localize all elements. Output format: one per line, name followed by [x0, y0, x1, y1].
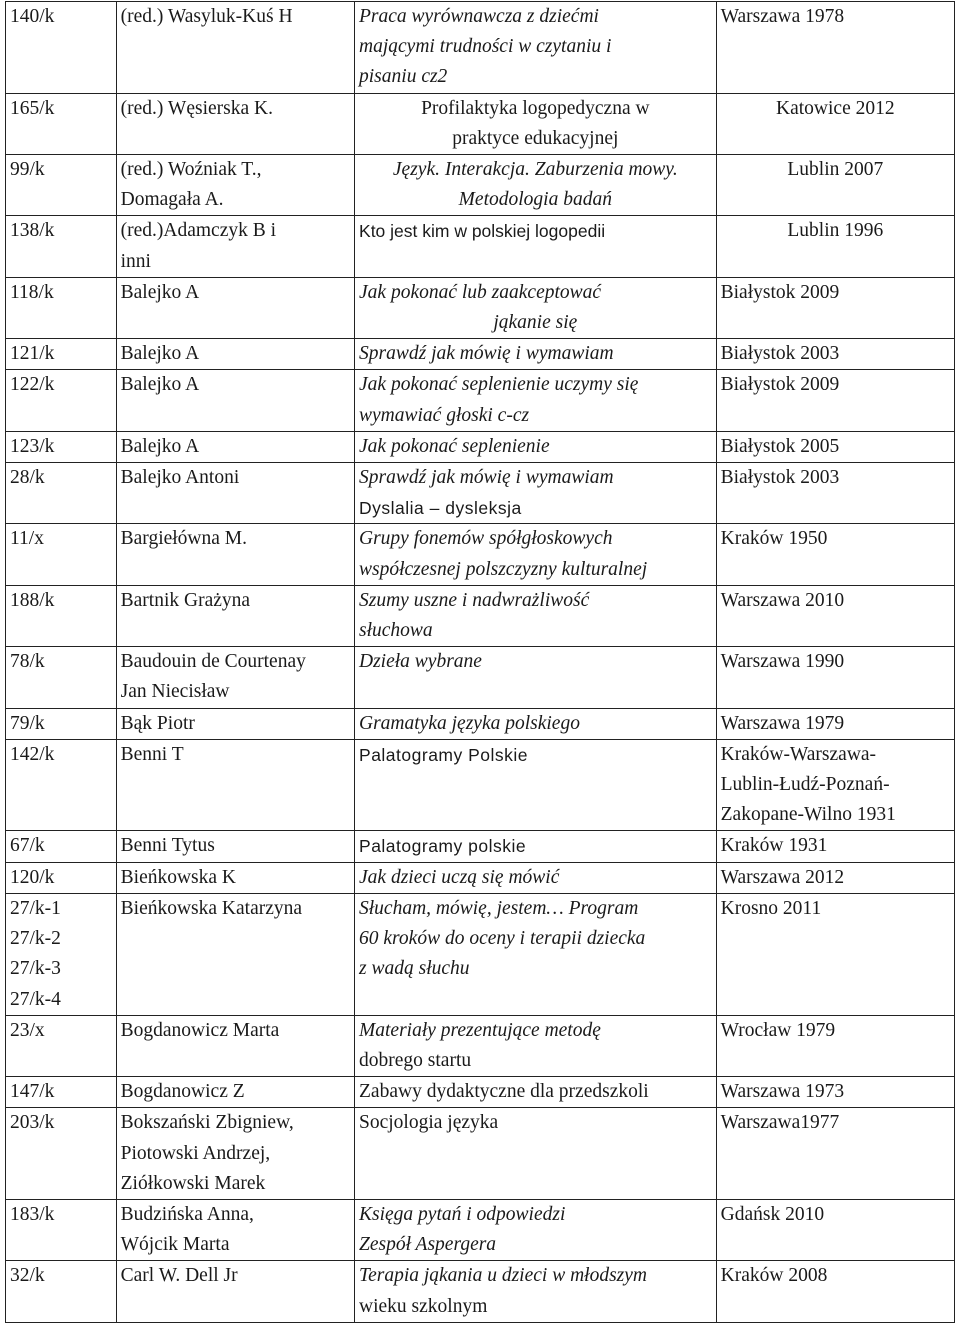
call-number-cell: [6, 647, 117, 708]
author-line: (red.)Adamczyk B i: [120, 220, 277, 242]
place-year-line: Warszawa 1979: [720, 712, 845, 734]
author-cell: [116, 708, 354, 739]
call-number-line: 140/k: [10, 6, 55, 27]
table-row: [6, 1015, 955, 1076]
author-cell: [116, 370, 354, 431]
place-year-line: Warszawa 1973: [720, 1081, 845, 1103]
author-cell: [116, 463, 354, 524]
author-line: Carl W. Dell Jr: [120, 1265, 238, 1287]
call-number-line: 32/k: [10, 1265, 45, 1287]
place-year-cell: [716, 431, 954, 462]
title-cell: [355, 370, 717, 431]
table-row: [6, 339, 955, 370]
place-year-line: Lublin 1996: [787, 220, 884, 242]
author-cell: [116, 524, 354, 585]
author-line: Bokszański Zbigniew,: [120, 1112, 294, 1134]
title-cell: [355, 1261, 717, 1322]
title-line: Zespół Aspergera: [359, 1234, 497, 1256]
catalog-table: [5, 1, 955, 1323]
title-line: wieku szkolnym: [359, 1295, 488, 1317]
place-year-cell: [716, 339, 954, 370]
place-year-line: Wrocław 1979: [720, 1019, 836, 1041]
title-line: Palatogramy Polskie: [359, 744, 529, 765]
call-number-line: 27/k-3: [10, 958, 61, 980]
call-number-cell: [6, 1108, 117, 1200]
call-number-cell: [6, 524, 117, 585]
author-line: (red.) Węsierska K.: [120, 97, 273, 119]
call-number-line: 28/k: [10, 467, 45, 489]
title-line: Profilaktyka logopedyczna w: [421, 97, 650, 119]
author-cell: [116, 739, 354, 831]
call-number-cell: [6, 862, 117, 893]
title-line: jąkanie się: [493, 312, 578, 334]
author-line: Balejko A: [120, 374, 200, 396]
author-cell: [116, 862, 354, 893]
call-number-cell: [6, 339, 117, 370]
call-number-line: 27/k-1: [10, 897, 61, 919]
title-line: Księga pytań i odpowiedzi: [359, 1203, 566, 1225]
place-year-cell: [716, 155, 954, 216]
title-line: współczesnej polszczyzny kulturalnej: [359, 558, 648, 580]
call-number-line: 118/k: [10, 281, 54, 303]
author-line: Benni Tytus: [120, 835, 215, 857]
title-line: z wadą słuchu: [359, 958, 470, 980]
call-number-cell: [6, 431, 117, 462]
call-number-cell: [6, 893, 117, 1015]
author-line: Baudouin de Courtenay: [120, 651, 306, 673]
place-year-line: Kraków 1950: [720, 528, 828, 550]
author-line: Bargiełówna M.: [120, 528, 248, 550]
call-number-line: 67/k: [10, 835, 45, 857]
call-number-cell: [6, 277, 117, 338]
call-number-line: 165/k: [10, 97, 55, 119]
table-row: [6, 862, 955, 893]
table-row: [6, 1261, 955, 1322]
title-cell: [355, 1108, 717, 1200]
title-line: Kto jest kim w polskiej logopedii: [359, 221, 606, 242]
author-line: Wójcik Marta: [120, 1234, 230, 1256]
table-row: [6, 1077, 955, 1108]
author-line: Balejko A: [120, 281, 200, 303]
author-cell: [116, 216, 354, 277]
title-line: Dyslalia – dysleksja: [359, 498, 522, 519]
table-row: [6, 1108, 955, 1200]
call-number-cell: [6, 2, 117, 94]
place-year-line: Gdańsk 2010: [720, 1203, 825, 1225]
place-year-cell: [716, 370, 954, 431]
call-number-line: 99/k: [10, 159, 45, 181]
place-year-line: Warszawa1977: [720, 1112, 840, 1134]
title-line: dobrego startu: [359, 1049, 472, 1071]
author-line: Domagała A.: [120, 189, 224, 211]
title-cell: [355, 1199, 717, 1260]
title-cell: [355, 893, 717, 1015]
title-line: słuchowa: [359, 620, 433, 642]
title-cell: [355, 155, 717, 216]
title-line: Szumy uszne i nadwrażliwość: [359, 589, 590, 611]
call-number-cell: [6, 1077, 117, 1108]
place-year-cell: [716, 463, 954, 524]
place-year-line: Krosno 2011: [720, 897, 822, 919]
title-line: Palatogramy polskie: [359, 836, 527, 857]
place-year-line: Białystok 2003: [720, 343, 840, 365]
title-line: 60 kroków do oceny i terapii dziecka: [359, 928, 646, 950]
place-year-cell: [716, 862, 954, 893]
author-cell: [116, 155, 354, 216]
place-year-line: Kraków 1931: [720, 835, 828, 857]
author-line: Benni T: [120, 743, 184, 765]
place-year-cell: [716, 2, 954, 94]
title-cell: [355, 524, 717, 585]
table-row: [6, 893, 955, 1015]
author-line: Bąk Piotr: [120, 712, 195, 734]
place-year-line: Lublin-Łudź-Poznań-: [720, 774, 890, 796]
call-number-line: 121/k: [10, 343, 55, 365]
call-number-line: 188/k: [10, 589, 55, 611]
table-row: [6, 216, 955, 277]
place-year-cell: [716, 1261, 954, 1322]
author-cell: [116, 1261, 354, 1322]
call-number-line: 120/k: [10, 866, 55, 888]
place-year-cell: [716, 585, 954, 646]
table-row: [6, 585, 955, 646]
call-number-cell: [6, 585, 117, 646]
place-year-cell: [716, 277, 954, 338]
title-line: Jak pokonać seplenienie uczymy się: [359, 374, 639, 396]
place-year-cell: [716, 93, 954, 154]
author-line: Bartnik Grażyna: [120, 589, 251, 611]
place-year-cell: [716, 708, 954, 739]
place-year-line: Białystok 2009: [720, 281, 840, 303]
title-cell: [355, 862, 717, 893]
title-line: praktyce edukacyjnej: [452, 127, 619, 149]
author-line: Piotowski Andrzej,: [120, 1142, 271, 1164]
author-line: Budzińska Anna,: [120, 1203, 254, 1225]
author-cell: [116, 277, 354, 338]
place-year-cell: [716, 1108, 954, 1200]
place-year-line: Lublin 2007: [787, 159, 884, 181]
call-number-line: 122/k: [10, 374, 55, 396]
place-year-cell: [716, 1077, 954, 1108]
author-cell: [116, 831, 354, 862]
author-line: Bogdanowicz Marta: [120, 1019, 280, 1041]
author-line: inni: [120, 250, 151, 272]
author-line: Bieńkowska K: [120, 866, 237, 888]
title-line: Jak pokonać seplenienie: [359, 435, 550, 457]
title-cell: [355, 708, 717, 739]
call-number-cell: [6, 739, 117, 831]
place-year-line: Warszawa 1990: [720, 651, 845, 673]
call-number-line: 79/k: [10, 712, 45, 734]
place-year-line: Warszawa 1978: [720, 6, 845, 27]
table-row: [6, 647, 955, 708]
table-row: [6, 370, 955, 431]
table-row: [6, 463, 955, 524]
table-row: [6, 524, 955, 585]
place-year-cell: [716, 831, 954, 862]
title-cell: [355, 2, 717, 94]
call-number-cell: [6, 1261, 117, 1322]
title-cell: [355, 277, 717, 338]
call-number-line: 183/k: [10, 1203, 55, 1225]
title-line: Zabawy dydaktyczne dla przedszkoli: [359, 1081, 649, 1103]
call-number-line: 123/k: [10, 435, 55, 457]
table-row: [6, 277, 955, 338]
place-year-line: Białystok 2003: [720, 467, 840, 489]
call-number-cell: [6, 370, 117, 431]
place-year-line: Białystok 2005: [720, 435, 840, 457]
call-number-line: 23/x: [10, 1019, 45, 1041]
table-row: [6, 431, 955, 462]
author-line: Balejko Antoni: [120, 467, 240, 489]
table-row: [6, 739, 955, 831]
call-number-cell: [6, 1199, 117, 1260]
place-year-line: Białystok 2009: [720, 374, 840, 396]
title-cell: [355, 463, 717, 524]
title-cell: [355, 431, 717, 462]
author-line: Balejko A: [120, 435, 200, 457]
call-number-cell: [6, 708, 117, 739]
author-cell: [116, 647, 354, 708]
table-row: [6, 1199, 955, 1260]
place-year-cell: [716, 647, 954, 708]
place-year-cell: [716, 739, 954, 831]
call-number-cell: [6, 216, 117, 277]
call-number-line: 142/k: [10, 743, 55, 765]
author-cell: [116, 1015, 354, 1076]
title-line: pisaniu cz2: [359, 66, 448, 88]
call-number-line: 147/k: [10, 1081, 55, 1103]
author-cell: [116, 339, 354, 370]
place-year-line: Kraków 2008: [720, 1265, 828, 1287]
author-line: (red.) Wasyluk-Kuś H: [120, 6, 293, 27]
author-cell: [116, 431, 354, 462]
place-year-line: Warszawa 2010: [720, 589, 845, 611]
place-year-line: Kraków-Warszawa-: [720, 743, 877, 765]
title-cell: [355, 647, 717, 708]
author-line: Bogdanowicz Z: [120, 1081, 245, 1103]
call-number-line: 78/k: [10, 651, 45, 673]
title-cell: [355, 739, 717, 831]
place-year-cell: [716, 216, 954, 277]
title-cell: [355, 585, 717, 646]
call-number-line: 27/k-4: [10, 988, 61, 1010]
call-number-cell: [6, 1015, 117, 1076]
place-year-cell: [716, 524, 954, 585]
call-number-line: 138/k: [10, 220, 55, 242]
title-cell: [355, 216, 717, 277]
author-cell: [116, 2, 354, 94]
table-row: [6, 708, 955, 739]
call-number-cell: [6, 831, 117, 862]
place-year-cell: [716, 1015, 954, 1076]
title-line: Socjologia języka: [359, 1112, 499, 1134]
author-line: (red.) Woźniak T.,: [120, 159, 262, 181]
place-year-cell: [716, 893, 954, 1015]
title-line: Sprawdź jak mówię i wymawiam: [359, 343, 614, 365]
title-line: Metodologia badań: [458, 189, 612, 211]
call-number-line: 27/k-2: [10, 928, 61, 950]
title-line: Sprawdź jak mówię i wymawiam: [359, 467, 614, 489]
call-number-cell: [6, 93, 117, 154]
author-line: Balejko A: [120, 343, 200, 365]
title-cell: [355, 1077, 717, 1108]
place-year-cell: [716, 1199, 954, 1260]
table-row: [6, 155, 955, 216]
author-cell: [116, 1077, 354, 1108]
title-line: Dzieła wybrane: [359, 651, 482, 673]
author-cell: [116, 1199, 354, 1260]
author-cell: [116, 893, 354, 1015]
place-year-line: Warszawa 2012: [720, 866, 845, 888]
call-number-cell: [6, 155, 117, 216]
author-line: Ziółkowski Marek: [120, 1172, 266, 1194]
catalog-table-body: [6, 2, 955, 1323]
author-line: Bieńkowska Katarzyna: [120, 897, 303, 919]
title-line: Terapia jąkania u dzieci w młodszym: [359, 1265, 648, 1287]
title-line: Jak pokonać lub zaakceptować: [359, 281, 602, 303]
table-row: [6, 831, 955, 862]
title-line: wymawiać głoski c-cz: [359, 404, 530, 426]
title-line: Słucham, mówię, jestem… Program: [359, 897, 639, 919]
title-line: mającymi trudności w czytaniu i: [359, 36, 612, 58]
title-line: Praca wyrównawcza z dziećmi: [359, 6, 599, 27]
title-line: Gramatyka języka polskiego: [359, 712, 580, 734]
place-year-line: Katowice 2012: [776, 97, 895, 119]
table-row: [6, 93, 955, 154]
title-cell: [355, 339, 717, 370]
author-cell: [116, 93, 354, 154]
table-row: [6, 2, 955, 94]
call-number-cell: [6, 463, 117, 524]
title-line: Grupy fonemów spółgłoskowych: [359, 528, 613, 550]
title-line: Materiały prezentujące metodę: [359, 1019, 601, 1041]
title-cell: [355, 1015, 717, 1076]
title-cell: [355, 93, 717, 154]
title-line: Jak dzieci uczą się mówić: [359, 866, 560, 888]
author-line: Jan Niecisław: [120, 681, 230, 703]
call-number-line: 11/x: [10, 528, 44, 550]
author-cell: [116, 1108, 354, 1200]
author-cell: [116, 585, 354, 646]
title-line: Język. Interakcja. Zaburzenia mowy.: [392, 159, 678, 181]
call-number-line: 203/k: [10, 1112, 55, 1134]
title-cell: [355, 831, 717, 862]
place-year-line: Zakopane-Wilno 1931: [720, 804, 896, 826]
